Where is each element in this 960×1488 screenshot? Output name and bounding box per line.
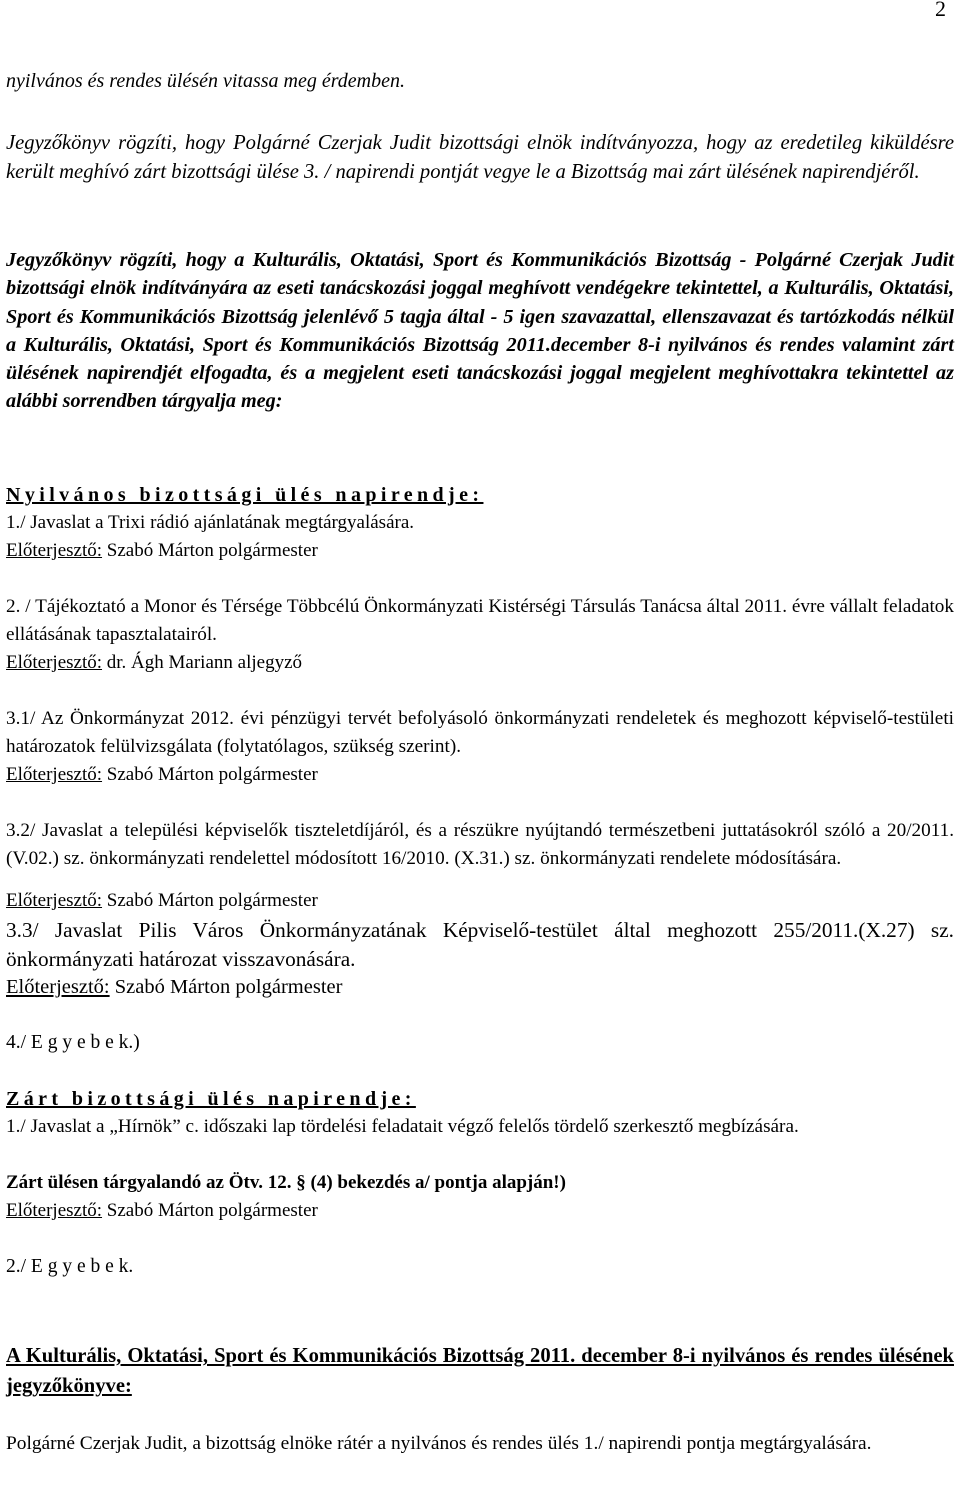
- presenter-label: Előterjesztő:: [6, 890, 103, 911]
- agenda-item-2-presenter: [6, 649, 954, 677]
- agenda-item-3-2: 3.2/ Javaslat a települési képviselők tiszteletdíjáról, és a részükre nyújtandó természetbeni juttatásokról szóló a 20/2011. (V.02.) sz. önkormányzati rendelettel módosított 16/2010. (X.31.) sz. önkormányzati rendelete módosítására.: [6, 820, 954, 869]
- paragraph-agenda-adoption: Jegyzőkönyv rögzíti, hogy a Kulturális, Oktatási, Sport és Kommunikációs Bizottság - Polgárné Czerjak Judit bizottsági elnök indítványára az eseti tanácskozási joggal meghívott vendégekre tekintettel, a Kulturális, Oktatási, Sport és Kommunikációs Bizottság jelenlévő 5 tagja által - 5 igen szavazattal, ellenszavazat és tartózkodás nélkül a Kulturális, Oktatási, Sport és Kommunikációs Bizottság 2011.december 8-i nyilvános és rendes valamint zárt ülésének napirendjét elfogadta, és a megjelent eseti tanácskozási joggal megjelent meghívottakra tekintettel az alábbi sorrendben tárgyalja meg:: [6, 249, 954, 413]
- presenter-name: Szabó Márton polgármester: [102, 1200, 318, 1221]
- presenter-label: Előterjesztő:: [6, 764, 103, 785]
- presenter-name: Szabó Márton polgármester: [102, 890, 318, 911]
- agenda-item-3-3-presenter: [6, 973, 954, 1001]
- public-session-heading: Nyilvános bizottsági ülés napirendje:: [6, 484, 484, 506]
- agenda-item-3-3: 3.3/ Javaslat Pilis Város Önkormányzatának Képviselő-testület által meghozott 255/2011.(X.27) sz. önkormányzati határozat visszavonására.: [6, 918, 954, 971]
- closing-paragraph: Polgárné Czerjak Judit, a bizottság elnöke rátér a nyilvános és rendes ülés 1./ napirendi pontja megtárgyalására.: [6, 1433, 872, 1454]
- presenter-name: Szabó Márton polgármester: [109, 976, 343, 998]
- closed-item-1-note: Zárt ülésen tárgyalandó az Ötv. 12. § (4) bekezdés a/ pontja alapján!): [6, 1172, 566, 1193]
- closed-session-heading: Zárt bizottsági ülés napirendje:: [6, 1088, 416, 1110]
- presenter-name: dr. Ágh Mariann aljegyző: [102, 652, 303, 673]
- minutes-heading: A Kulturális, Oktatási, Sport és Kommunikációs Bizottság 2011. december 8-i nyilvános és rendes ülésének jegyzőkönyve:: [6, 1345, 954, 1397]
- page-number: 2: [935, 0, 946, 21]
- presenter-name: Szabó Márton polgármester: [102, 764, 318, 785]
- agenda-item-3-2-presenter: [6, 887, 954, 915]
- paragraph-proposal: Jegyzőkönyv rögzíti, hogy Polgárné Czerjak Judit bizottsági elnök indítványozza, hogy az eredetileg kiküldésre került meghívó zárt bizottsági ülése 3. / napirendi pontját vegye le a Bizottság mai zárt ülésének napirendjéről.: [6, 132, 954, 183]
- agenda-item-1: 1./ Javaslat a Trixi rádió ajánlatának megtárgyalására.: [6, 512, 415, 533]
- presenter-label: Előterjesztő:: [6, 652, 103, 673]
- presenter-label: Előterjesztő:: [6, 540, 103, 561]
- presenter-name: Szabó Márton polgármester: [102, 540, 318, 561]
- agenda-item-4: 4./ E g y e b e k.): [6, 1032, 140, 1053]
- presenter-label: Előterjesztő:: [6, 1200, 103, 1221]
- closed-item-1: 1./ Javaslat a „Hírnök” c. időszaki lap tördelési feladatait végző felelős tördelő szerkesztő megbízására.: [6, 1116, 799, 1137]
- agenda-item-1-presenter: [6, 537, 954, 565]
- agenda-item-3-1-presenter: [6, 761, 954, 789]
- intro-line: nyilvános és rendes ülésén vitassa meg érdemben.: [6, 70, 405, 92]
- closed-item-1-presenter: [6, 1197, 954, 1225]
- agenda-item-2: 2. / Tájékoztató a Monor és Térsége Többcélú Önkormányzati Kistérségi Társulás Tanácsa által 2011. évre vállalt feladatok ellátásának tapasztalatairól.: [6, 596, 954, 645]
- closed-item-2: 2./ E g y e b e k.: [6, 1256, 134, 1277]
- presenter-label: Előterjesztő:: [6, 976, 110, 998]
- agenda-item-3-1: 3.1/ Az Önkormányzat 2012. évi pénzügyi tervét befolyásoló önkormányzati rendeletek és meghozott képviselő-testületi határozatok felülvizsgálata (folytatólagos, szükség szerint).: [6, 708, 954, 757]
